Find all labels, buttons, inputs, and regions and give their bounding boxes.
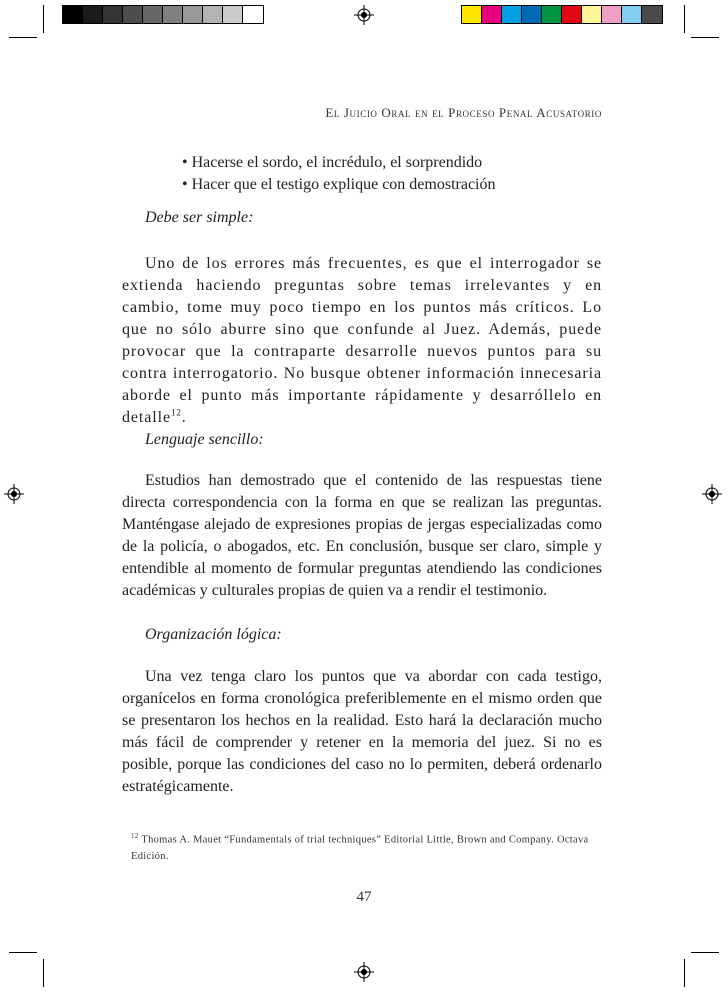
footnote (131, 828, 605, 865)
calibration-swatch (123, 6, 143, 23)
section-heading-simple: Debe ser simple: (145, 209, 254, 226)
calibration-swatch (203, 6, 223, 23)
calibration-swatch (462, 6, 482, 23)
footnote-number: 12 (131, 832, 139, 840)
registration-mark-left-icon (4, 484, 24, 504)
calibration-swatch (63, 6, 83, 23)
calibration-swatch (522, 6, 542, 23)
section-heading-organization: Organización lógica: (145, 626, 282, 643)
registration-mark-bottom-icon (354, 962, 374, 982)
footnote-text: Thomas A. Mauet “Fundamentals of trial techniques” Editorial Little, Brown and Company. Octava Edición. (131, 834, 589, 862)
calibration-swatch (642, 6, 662, 23)
calibration-swatch (622, 6, 642, 23)
calibration-swatch (602, 6, 622, 23)
calibration-swatch (223, 6, 243, 23)
color-calibration-strip (461, 5, 663, 24)
calibration-swatch (143, 6, 163, 23)
calibration-swatch (243, 6, 263, 23)
calibration-swatch (163, 6, 183, 23)
section-heading-language: Lenguaje sencillo: (145, 431, 264, 448)
section-body-simple (122, 253, 602, 429)
section-body-organization: Una vez tenga claro los puntos que va abordar con cada testigo, organícelos en forma cronológica preferiblemente en el mismo orden que se presentaron los hechos en la realidad. Esto hará la declaración mucho más fácil de comprender y retener en la memoria del juez. Si no es posible, porque las condiciones del caso no lo permiten, deberá ordenarlo estratégicamente. (122, 668, 602, 795)
calibration-swatch (183, 6, 203, 23)
footnote-reference: 12 (170, 407, 182, 418)
calibration-swatch (562, 6, 582, 23)
gray-calibration-strip (62, 5, 264, 24)
calibration-swatch (542, 6, 562, 23)
list-item: • Hacerse el sordo, el incrédulo, el sorprendido (182, 154, 483, 171)
body-text-end: . (181, 409, 187, 426)
running-head: El Juicio Oral en el Proceso Penal Acusatorio (325, 105, 602, 120)
calibration-swatch (83, 6, 103, 23)
body-text: Uno de los errores más frecuentes, es que el interrogador se extienda haciendo preguntas sobre temas irrelevantes y en cambio, tome muy poco tiempo en los puntos más críticos. Lo que no sólo aburre sino que confunde al Juez. Además, puede provocar que la contraparte desarrolle nuevos puntos para su contra interrogatorio. No busque obtener información innecesaria aborde el punto más importante rápidamente y desarróllelo en detalle (122, 255, 602, 426)
registration-mark-right-icon (702, 484, 722, 504)
registration-mark-top-icon (354, 5, 374, 25)
calibration-swatch (582, 6, 602, 23)
calibration-swatch (502, 6, 522, 23)
section-body-language: Estudios han demostrado que el contenido de las respuestas tiene directa correspondencia con la forma en que se realizan las preguntas. Manténgase alejado de expresiones propias de jergas especializadas como de la policía, o abogados, etc. En conclusión, busque ser claro, simple y entendible al momento de formular preguntas atendiendo las condiciones académicas y culturales propias de quien va a rendir el testimonio. (122, 472, 602, 599)
list-item: • Hacer que el testigo explique con demostración (182, 176, 496, 193)
calibration-swatch (482, 6, 502, 23)
calibration-swatch (103, 6, 123, 23)
page-number: 47 (356, 889, 372, 905)
bullet-list (182, 152, 496, 196)
